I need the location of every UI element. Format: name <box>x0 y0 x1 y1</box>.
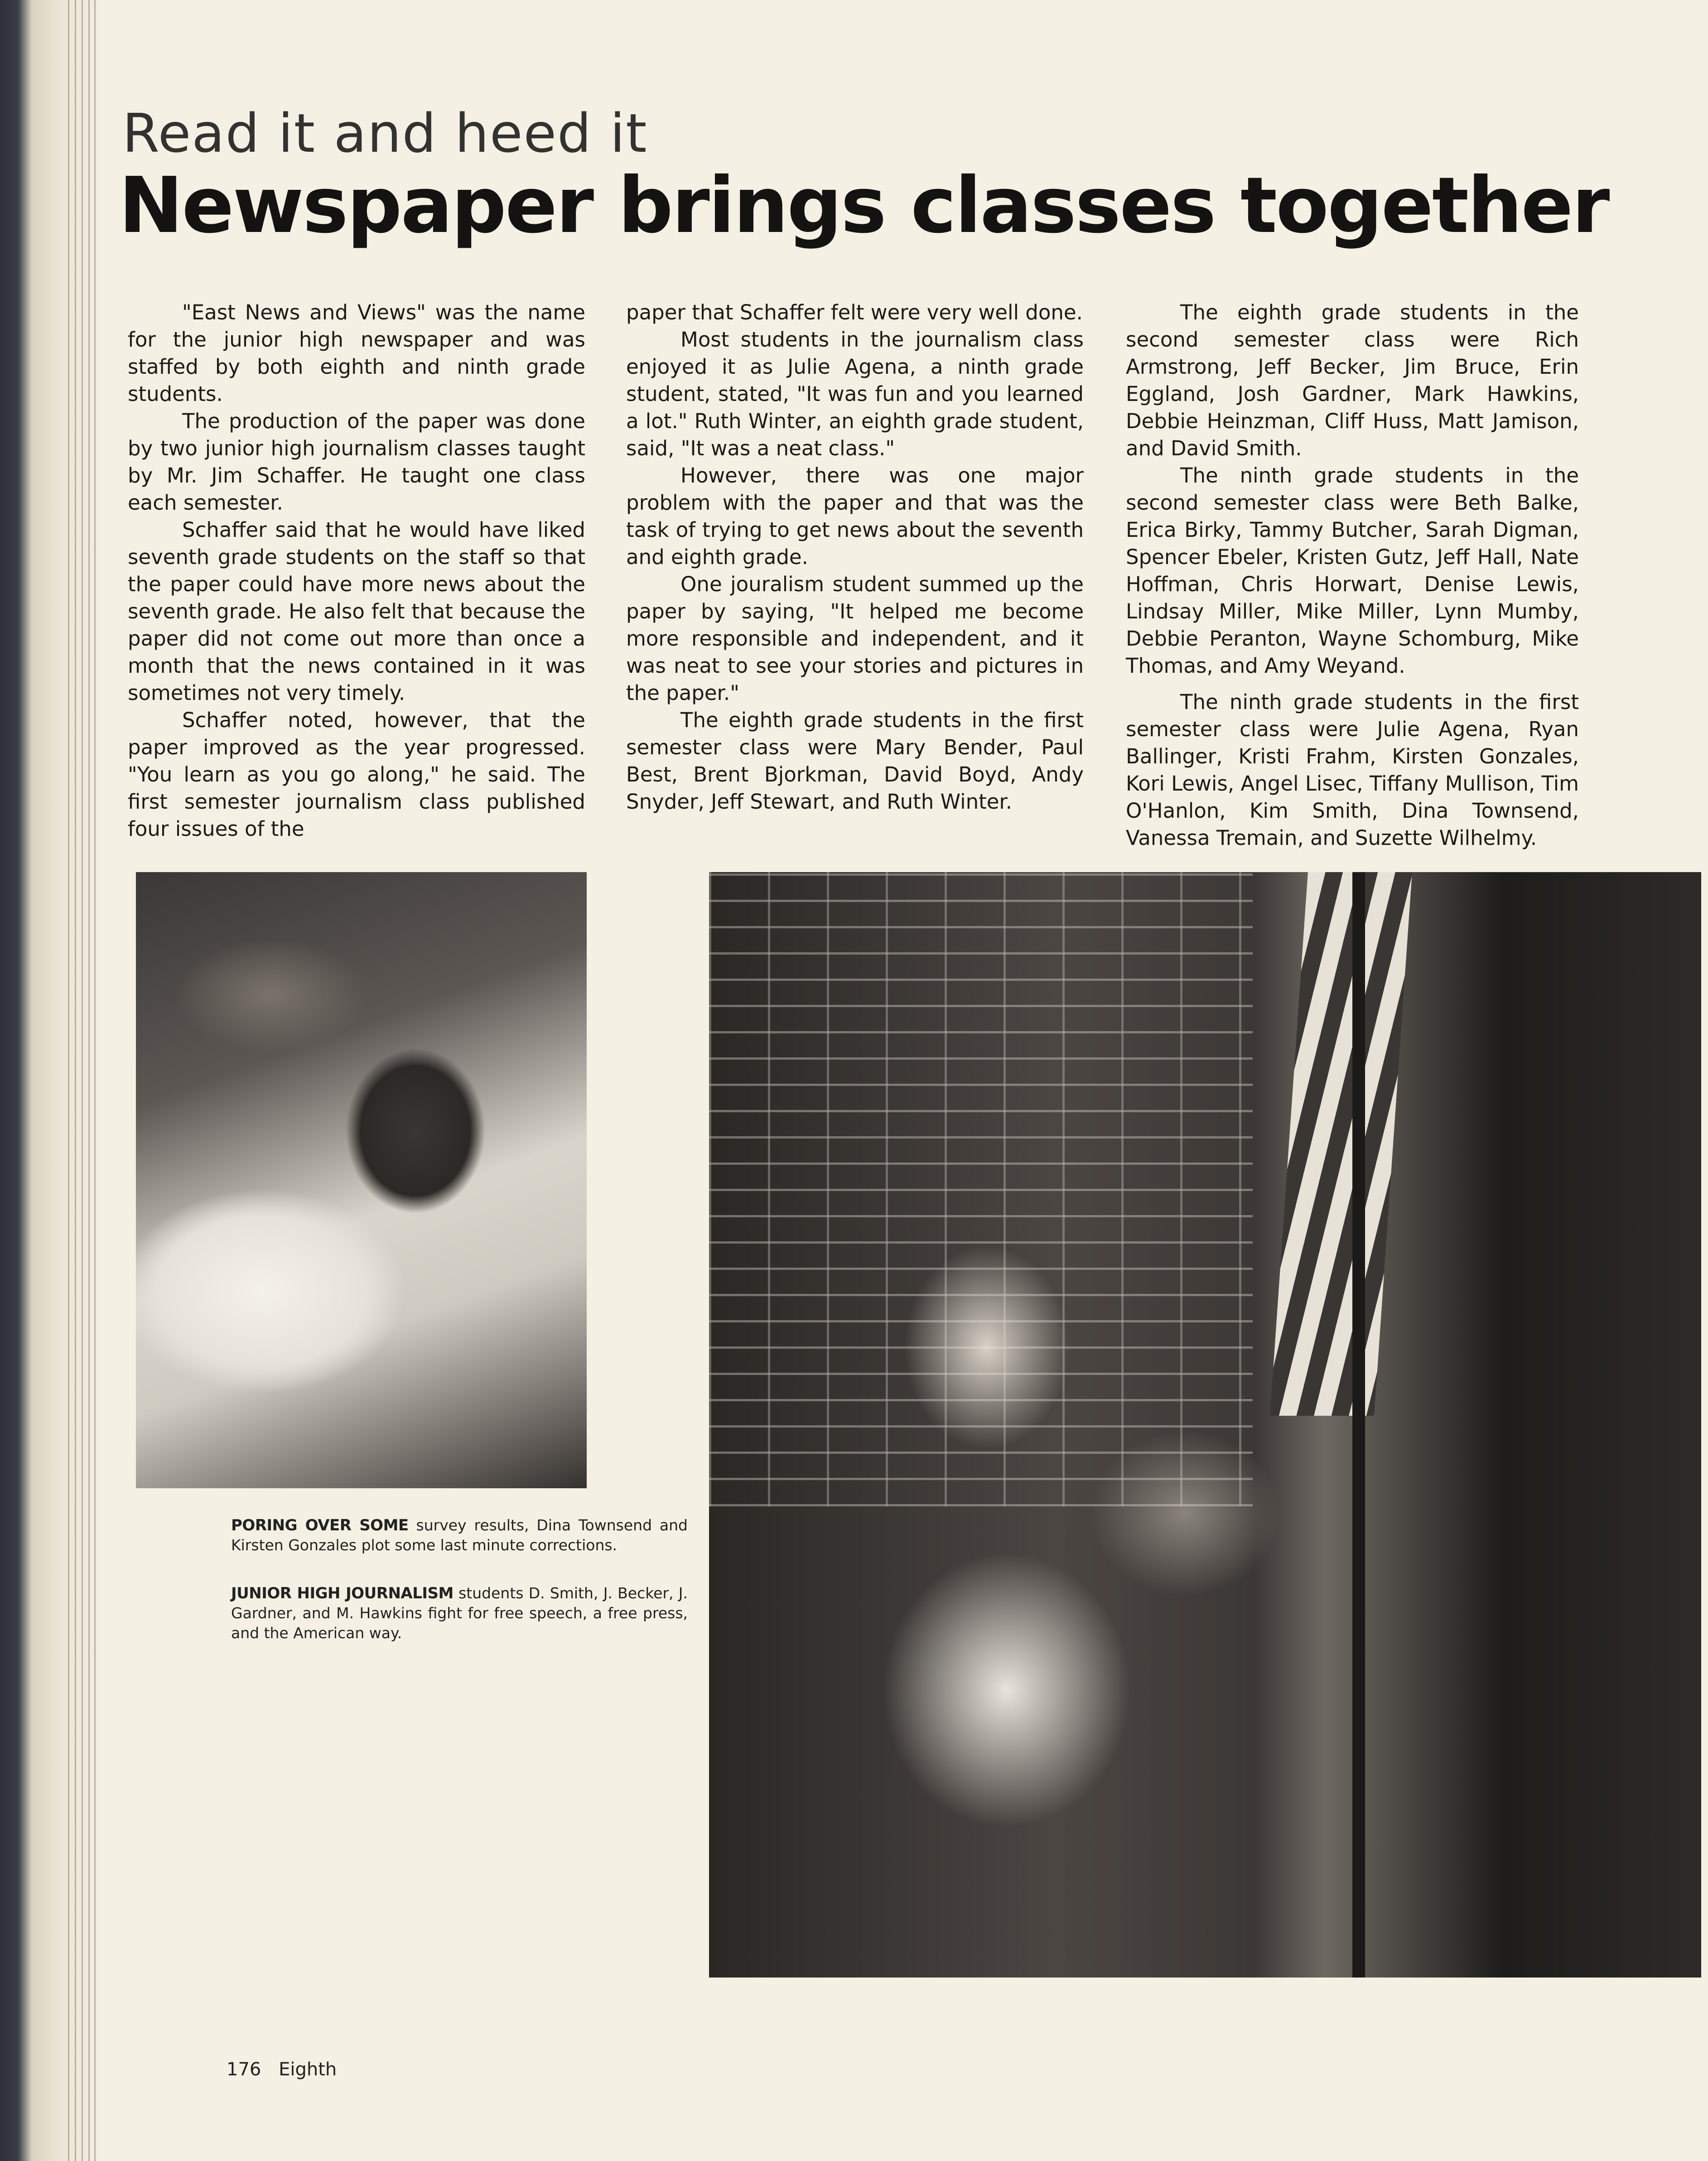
brick-wall <box>709 872 1253 1506</box>
paragraph: Schaffer noted, however, that the paper improved as the year progressed. "You learn as you go along," he said. The first semester journalism class published four issues of the <box>128 708 585 841</box>
photo-caption-2 <box>231 1583 688 1643</box>
photo-students-reading <box>136 872 587 1488</box>
paragraph: Schaffer said that he would have liked seventh grade students on the staff so that the paper could have more news about the seventh grade. He also felt that because the paper did not come out more than once a month that the news contained in it was sometimes not very timely. <box>128 518 585 705</box>
page-stack-edge <box>0 0 100 2161</box>
caption-text: students D. Smith, J. Becker, J. Gardner, and M. Hawkins fight for free speech, a free press, and the American way. <box>231 1584 688 1642</box>
paragraph: The eighth grade students in the second semester class were Rich Armstrong, Jeff Becker, Jim Bruce, Erin Eggland, Josh Gardner, Mark Hawkins, Debbie Heinzman, Cliff Huss, Matt Jamison, and David Smith. <box>1126 300 1579 460</box>
page-number: 176 <box>227 2059 261 2080</box>
paragraph: Most students in the journalism class enjoyed it as Julie Agena, a ninth grade student, stated, "It was fun and you learned a lot." Ruth Winter, an eighth grade student, said, "It was a neat class." <box>626 328 1084 460</box>
paragraph: The ninth grade students in the second semester class were Beth Balke, Erica Birky, Tammy Butcher, Sarah Digman, Spencer Ebeler, Kristen Gutz, Jeff Hall, Nate Hoffman, Chris Horwart, Denise Lewis, Lindsay Miller, Mike Miller, Lynn Mumby, Debbie Peranton, Wayne Schomburg, Mike Thomas, and Amy Weyand. <box>1126 463 1579 678</box>
paragraph: The eighth grade students in the first semester class were Mary Bender, Paul Best, Brent Bjorkman, David Boyd, Andy Snyder, Jeff Stewart, and Ruth Winter. <box>626 708 1084 814</box>
kicker-headline: Read it and heed it <box>122 102 648 164</box>
article-column-2 <box>626 299 1084 815</box>
page-footer <box>227 2059 348 2080</box>
caption-lead: JUNIOR HIGH JOURNALISM <box>231 1584 454 1602</box>
caption-lead: PORING OVER SOME <box>231 1516 409 1534</box>
article-column-3 <box>1126 299 1579 852</box>
section-name: Eighth <box>279 2059 337 2080</box>
paragraph: "East News and Views" was the name for the junior high newspaper and was staffed by both eighth and ninth grade students. <box>128 300 585 406</box>
paragraph: One jouralism student summed up the paper by saying, "It helped me become more responsible and independent, and it was neat to see your stories and pictures in the paper." <box>626 572 1084 705</box>
flagpole <box>1352 872 1365 1978</box>
paragraph: The production of the paper was done by two junior high journalism classes taught by Mr. Jim Schaffer. He taught one class each semester. <box>128 409 585 515</box>
paragraph: However, there was one major problem with the paper and that was the task of trying to get news about the seventh and eighth grade. <box>626 463 1084 569</box>
caption-text: survey results, Dina Townsend and Kirsten Gonzales plot some last minute corrections. <box>231 1516 688 1554</box>
photo-students-flagpole <box>709 872 1701 1978</box>
article-column-1 <box>128 299 585 843</box>
paragraph: The ninth grade students in the first semester class were Julie Agena, Ryan Ballinger, Kristi Frahm, Kirsten Gonzales, Kori Lewis, Angel Lisec, Tiffany Mullison, Tim O'Hanlon, Kim Smith, Dina Townsend, Vanessa Tremain, and Suzette Wilhelmy. <box>1126 690 1579 850</box>
main-headline: Newspaper brings classes together <box>119 161 1609 251</box>
photo-caption-1 <box>231 1515 688 1555</box>
paragraph: paper that Schaffer felt were very well done. <box>626 300 1083 324</box>
flag-image <box>1270 872 1412 1416</box>
